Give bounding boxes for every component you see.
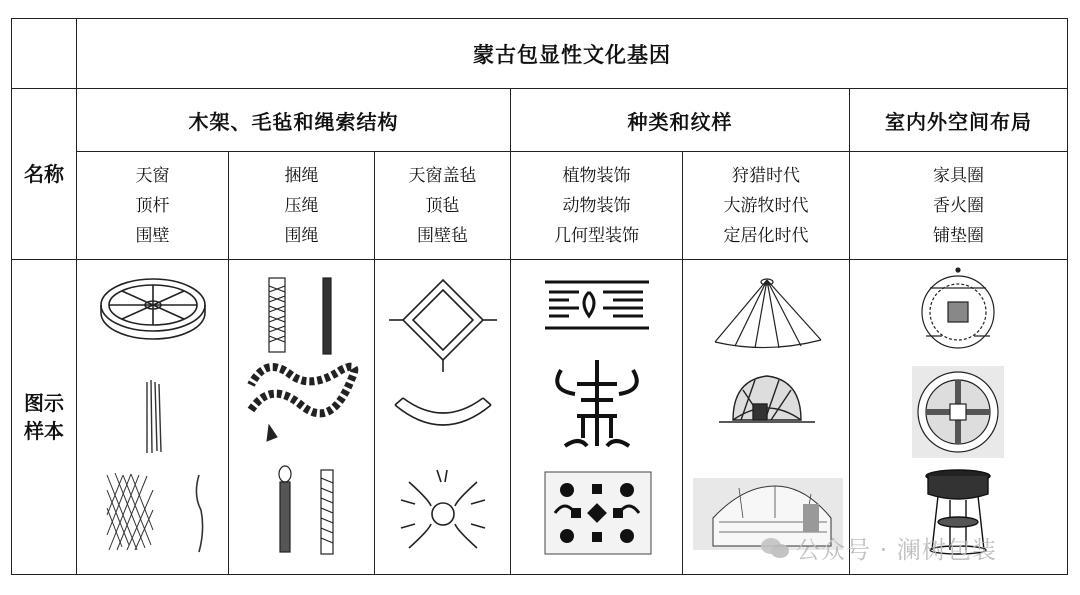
culture-gene-table <box>11 18 1068 575</box>
name-item: 几何型装饰 <box>554 225 639 246</box>
samples-cell-layout <box>850 260 1068 575</box>
name-item: 定居化时代 <box>723 225 809 246</box>
names-cell <box>850 152 1068 260</box>
twisted-rope-icon <box>251 367 354 441</box>
animal-pattern-icon <box>557 360 637 446</box>
roof-wheel-icon <box>101 279 205 339</box>
name-item: 植物装饰 <box>562 165 631 186</box>
name-item: 围绳 <box>284 225 319 246</box>
samples-cell-ropes <box>229 260 375 575</box>
furniture-plan-icon <box>922 268 994 348</box>
wall-felt-icon <box>401 470 485 548</box>
hunting-tent-icon <box>715 279 821 348</box>
names-cell <box>77 152 229 260</box>
skylight-felt-icon <box>389 280 497 372</box>
name-item: 家具圈 <box>933 165 985 186</box>
name-item: 围壁 <box>135 225 170 246</box>
name-item: 香火圈 <box>933 195 985 216</box>
name-item: 顶毡 <box>425 195 460 216</box>
stove-icon <box>926 470 990 554</box>
name-item: 捆绳 <box>284 165 319 186</box>
samples-cell-felts <box>375 260 511 575</box>
name-item: 围壁毡 <box>417 225 468 246</box>
watermark-text: 公众号 · 澜树包装 <box>796 536 997 564</box>
name-item: 狩猎时代 <box>732 165 800 186</box>
name-item: 天窗 <box>135 165 170 186</box>
samples-cell-patterns <box>511 260 683 575</box>
roof-felt-icon <box>395 398 491 425</box>
incense-plan-icon <box>912 366 1004 458</box>
lattice-wall-icon <box>107 473 203 552</box>
name-item: 动物装饰 <box>562 195 631 216</box>
category-types-patterns: 种类和纹样 <box>511 89 850 152</box>
table-title: 蒙古包显性文化基因 <box>77 19 1068 89</box>
names-cell <box>683 152 850 260</box>
corner-cell <box>12 19 77 89</box>
samples-cell-frame <box>77 260 229 575</box>
braided-rope-icon <box>269 278 331 354</box>
plant-pattern-icon <box>545 282 649 328</box>
names-cell <box>511 152 683 260</box>
row-label-samples: 图示样本 <box>12 260 77 575</box>
name-item: 大游牧时代 <box>723 195 809 216</box>
name-item: 压绳 <box>284 195 319 216</box>
name-item: 天窗盖毡 <box>408 165 477 186</box>
roof-poles-icon <box>147 380 161 453</box>
row-label-name: 名称 <box>12 89 77 260</box>
nomadic-yurt-icon <box>719 376 815 422</box>
rope-strap-icon <box>279 466 333 554</box>
geometric-pattern-icon <box>545 472 651 554</box>
samples-cell-eras <box>683 260 850 575</box>
category-structure: 木架、毛毡和绳索结构 <box>77 89 511 152</box>
name-item: 顶杆 <box>135 195 170 216</box>
names-cell <box>229 152 375 260</box>
settled-yurt-icon <box>693 478 843 550</box>
names-cell <box>375 152 511 260</box>
category-space-layout: 室内外空间布局 <box>850 89 1068 152</box>
name-item: 铺垫圈 <box>933 225 985 246</box>
